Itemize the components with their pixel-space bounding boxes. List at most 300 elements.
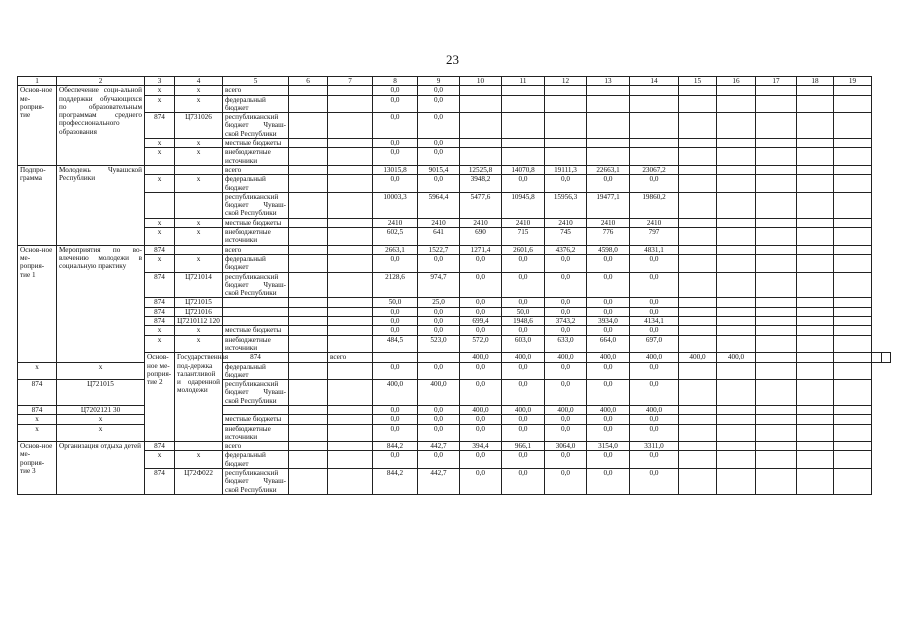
empty-cell [797,272,834,298]
empty-cell [717,326,756,335]
value-cell [545,86,587,95]
value-cell: 0,0 [587,424,630,442]
table-row [18,317,891,326]
value-cell: 22663,1 [587,165,630,174]
empty-cell [717,272,756,298]
empty-cell [289,424,328,442]
empty-cell [679,165,717,174]
value-cell: 25,0 [418,298,460,307]
value-cell: 0,0 [630,326,679,335]
empty-cell [679,254,717,272]
value-cell: 2410 [502,218,545,227]
header-cell: 1 [18,77,57,86]
target-article-cell: Ц721014 [175,272,223,298]
empty-cell [289,254,328,272]
empty-cell [756,218,797,227]
empty-cell [328,317,373,326]
header-cell: 15 [679,77,717,86]
table-row [18,335,891,353]
value-cell: 0,0 [373,451,418,469]
empty-cell [756,317,797,326]
empty-cell [289,165,328,174]
row-type-cell: Основ-ное ме-роприя-тие [18,86,57,166]
empty-cell [756,139,797,148]
target-article-cell: х [175,148,223,166]
value-cell: 0,0 [630,451,679,469]
empty-cell [834,298,872,307]
empty-cell [756,335,797,353]
empty-cell [679,335,717,353]
empty-cell [289,175,328,193]
target-article-cell: Ц721016 [175,307,223,316]
empty-cell [418,353,460,362]
value-cell: 15956,3 [545,192,587,218]
empty-cell [717,380,756,406]
empty-cell [756,442,797,451]
value-cell: 776 [587,228,630,246]
funding-source-cell: федеральный бюджет [223,95,289,113]
value-cell: 0,0 [587,175,630,193]
value-cell: 3311,0 [630,442,679,451]
table-row [18,469,891,495]
value-cell: 0,0 [502,380,545,406]
header-cell: 6 [289,77,328,86]
value-cell [587,148,630,166]
empty-cell [834,254,872,272]
value-cell [545,95,587,113]
target-article-cell: х [175,326,223,335]
grbs-code-cell: 874 [145,442,175,451]
empty-cell [872,353,882,362]
value-cell: 10003,3 [373,192,418,218]
empty-cell [679,405,717,414]
grbs-code-cell: 874 [145,298,175,307]
value-cell: 0,0 [460,380,502,406]
funding-source-cell: всего [328,353,373,362]
empty-cell [834,335,872,353]
empty-cell [679,451,717,469]
empty-cell [717,335,756,353]
funding-source-cell: федеральный бюджет [223,254,289,272]
empty-cell [679,307,717,316]
value-cell: 0,0 [373,139,418,148]
empty-cell [679,95,717,113]
value-cell: 0,0 [373,148,418,166]
value-cell: 484,5 [373,335,418,353]
table-row [18,451,891,469]
empty-cell [717,165,756,174]
empty-cell [328,254,373,272]
empty-cell [834,469,872,495]
grbs-code-cell: х [145,451,175,469]
value-cell: 400,0 [460,353,502,362]
empty-cell [756,245,797,254]
empty-cell [756,192,797,218]
value-cell: 400,0 [545,405,587,414]
grbs-code-cell: х [145,254,175,272]
value-cell: 4831,1 [630,245,679,254]
value-cell [587,113,630,139]
grbs-code-cell [145,165,175,174]
empty-cell [717,405,756,414]
empty-cell [679,272,717,298]
value-cell: 0,0 [502,326,545,335]
target-article-cell: х [175,95,223,113]
target-article-cell: Ц731026 [175,113,223,139]
value-cell: 10945,8 [502,192,545,218]
funding-source-cell [223,307,289,316]
empty-cell [289,307,328,316]
value-cell: 0,0 [545,380,587,406]
target-article-cell: х [175,218,223,227]
value-cell [502,113,545,139]
empty-cell [834,353,872,362]
value-cell: 400,0 [418,380,460,406]
empty-cell [756,353,797,362]
empty-cell [679,228,717,246]
funding-source-cell: всего [223,442,289,451]
empty-cell [289,442,328,451]
empty-cell [289,298,328,307]
funding-source-cell: внебюджетные источники [223,335,289,353]
target-article-cell: х [175,451,223,469]
header-cell: 13 [587,77,630,86]
empty-cell [834,218,872,227]
empty-cell [328,415,373,424]
table-row [18,326,891,335]
grbs-code-cell: х [145,335,175,353]
empty-cell [797,175,834,193]
empty-cell [834,192,872,218]
table-row [18,298,891,307]
empty-cell [834,245,872,254]
funding-source-cell: федеральный бюджет [223,362,289,380]
value-cell: 3948,2 [460,175,502,193]
value-cell: 966,1 [502,442,545,451]
value-cell: 0,0 [587,307,630,316]
value-cell: 0,0 [545,175,587,193]
value-cell: 19477,1 [587,192,630,218]
empty-cell [717,415,756,424]
empty-cell [328,362,373,380]
empty-cell [797,415,834,424]
value-cell: 19111,3 [545,165,587,174]
row-type-cell: Основ-ное ме-роприя-тие 2 [145,353,175,442]
value-cell: 697,0 [630,335,679,353]
empty-cell [834,165,872,174]
value-cell [630,148,679,166]
funding-source-cell [223,298,289,307]
value-cell [587,95,630,113]
grbs-code-cell: 874 [145,272,175,298]
empty-cell [797,380,834,406]
target-article-cell: Ц72Ф022 [175,469,223,495]
value-cell: 745 [545,228,587,246]
row-type-cell: Основ-ное ме-роприя-тие 3 [18,442,57,495]
empty-cell [373,353,418,362]
empty-cell [797,95,834,113]
empty-cell [289,415,328,424]
funding-source-cell: республиканский бюджет Чуваш-ской Республики [223,380,289,406]
value-cell: 844,2 [373,469,418,495]
empty-cell [797,335,834,353]
value-cell: 400,0 [502,405,545,414]
value-cell: 602,5 [373,228,418,246]
value-cell: 2410 [418,218,460,227]
target-article-cell [175,192,223,218]
value-cell: 4376,2 [545,245,587,254]
empty-cell [756,362,797,380]
funding-source-cell: местные бюджеты [223,218,289,227]
table-row [18,139,891,148]
empty-cell [328,451,373,469]
value-cell: 0,0 [460,451,502,469]
empty-cell [717,298,756,307]
empty-cell [328,405,373,414]
grbs-code-cell: х [18,424,57,442]
empty-cell [797,353,834,362]
empty-cell [797,469,834,495]
value-cell: 5477,6 [460,192,502,218]
value-cell [502,95,545,113]
empty-cell [797,218,834,227]
grbs-code-cell: х [18,362,57,380]
value-cell: 974,7 [418,272,460,298]
value-cell: 2410 [545,218,587,227]
target-article-cell [175,245,223,254]
empty-cell [328,307,373,316]
empty-cell [797,362,834,380]
empty-cell [679,362,717,380]
empty-cell [756,307,797,316]
program-name-cell: Молодежь Чувашской Республики [57,165,145,245]
budget-table [17,76,891,495]
value-cell: 0,0 [587,326,630,335]
table-row [18,165,891,174]
header-cell: 2 [57,77,145,86]
program-name-cell: Организация отдыха детей [57,442,145,495]
value-cell: 0,0 [545,451,587,469]
grbs-code-cell: х [145,326,175,335]
empty-cell [717,451,756,469]
value-cell: 0,0 [630,307,679,316]
target-article-cell: х [175,86,223,95]
empty-cell [717,148,756,166]
table-row [18,148,891,166]
empty-cell [717,218,756,227]
value-cell: 603,0 [502,335,545,353]
value-cell: 0,0 [630,298,679,307]
value-cell: 0,0 [587,451,630,469]
funding-source-cell: всего [223,86,289,95]
value-cell: 0,0 [373,424,418,442]
empty-cell [679,245,717,254]
value-cell: 0,0 [545,326,587,335]
empty-cell [834,307,872,316]
empty-cell [679,86,717,95]
value-cell: 0,0 [373,307,418,316]
value-cell: 0,0 [587,380,630,406]
empty-cell [289,335,328,353]
grbs-code-cell: х [145,86,175,95]
empty-cell [717,245,756,254]
empty-cell [834,148,872,166]
empty-cell [679,424,717,442]
empty-cell [756,451,797,469]
header-cell: 9 [418,77,460,86]
value-cell: 0,0 [418,317,460,326]
value-cell [460,139,502,148]
value-cell: 0,0 [373,113,418,139]
empty-cell [289,95,328,113]
value-cell: 0,0 [418,86,460,95]
funding-source-cell [223,405,289,414]
empty-cell [717,442,756,451]
value-cell: 0,0 [587,469,630,495]
empty-cell [289,326,328,335]
program-name-cell: Обеспечение соци-альной поддержки обучающихся по образовательным программам среднего профессионального образования [57,86,145,166]
empty-cell [834,362,872,380]
value-cell: 0,0 [630,415,679,424]
empty-cell [834,139,872,148]
empty-cell [679,175,717,193]
value-cell: 0,0 [545,272,587,298]
empty-cell [717,192,756,218]
header-cell: 4 [175,77,223,86]
value-cell [460,95,502,113]
value-cell: 0,0 [630,380,679,406]
value-cell: 0,0 [587,298,630,307]
table-row [18,192,891,218]
empty-cell [834,228,872,246]
grbs-code-cell: 874 [145,113,175,139]
empty-cell [289,380,328,406]
value-cell: 0,0 [502,298,545,307]
value-cell: 0,0 [460,254,502,272]
value-cell: 442,7 [418,442,460,451]
value-cell: 641 [418,228,460,246]
value-cell: 50,0 [373,298,418,307]
value-cell: 0,0 [502,254,545,272]
header-cell: 19 [834,77,872,86]
table-row [18,442,891,451]
empty-cell [834,424,872,442]
empty-cell [797,192,834,218]
empty-cell [797,254,834,272]
empty-cell [289,192,328,218]
empty-cell [289,245,328,254]
value-cell: 0,0 [418,148,460,166]
funding-source-cell: внебюджетные источники [223,424,289,442]
value-cell: 0,0 [373,362,418,380]
value-cell: 23067,2 [630,165,679,174]
empty-cell [756,175,797,193]
grbs-code-cell: х [145,175,175,193]
value-cell: 400,0 [630,353,679,362]
value-cell [630,95,679,113]
empty-cell [756,380,797,406]
value-cell: 2601,6 [502,245,545,254]
empty-cell [328,139,373,148]
value-cell: 0,0 [418,139,460,148]
header-cell: 17 [756,77,797,86]
value-cell: 2410 [460,218,502,227]
empty-cell [797,148,834,166]
value-cell [460,113,502,139]
header-cell: 10 [460,77,502,86]
value-cell: 0,0 [630,272,679,298]
table-row [18,307,891,316]
table-row [18,254,891,272]
row-type-cell: Основ-ное ме-роприя-тие 1 [18,245,57,362]
page-number: 23 [446,52,459,67]
program-name-cell: Мероприятия по во-влечению молодежи в социальную практику [57,245,145,362]
value-cell: 0,0 [460,469,502,495]
value-cell: 13015,8 [373,165,418,174]
target-article-cell: х [57,424,145,442]
value-cell: 0,0 [418,175,460,193]
target-article-cell: Ц7202121 30 [57,405,145,414]
value-cell: 400,0 [502,353,545,362]
empty-cell [717,317,756,326]
value-cell: 442,7 [418,469,460,495]
target-article-cell: х [175,175,223,193]
empty-cell [756,298,797,307]
empty-cell [797,139,834,148]
empty-cell [834,317,872,326]
empty-cell [797,86,834,95]
funding-source-cell: федеральный бюджет [223,451,289,469]
value-cell: 0,0 [545,307,587,316]
empty-cell [328,272,373,298]
empty-cell [328,86,373,95]
empty-cell [679,380,717,406]
value-cell [545,113,587,139]
target-article-cell [289,353,328,362]
empty-cell [797,451,834,469]
empty-cell [328,424,373,442]
header-cell: 8 [373,77,418,86]
value-cell: 50,0 [502,307,545,316]
empty-cell [797,405,834,414]
table-row [18,113,891,139]
value-cell: 0,0 [545,298,587,307]
empty-cell [679,148,717,166]
grbs-code-cell: х [145,139,175,148]
table-row [18,228,891,246]
value-cell: 0,0 [587,362,630,380]
target-article-cell: х [175,335,223,353]
table-row [18,95,891,113]
empty-cell [797,228,834,246]
empty-cell [756,272,797,298]
value-cell: 690 [460,228,502,246]
empty-cell [797,442,834,451]
value-cell: 0,0 [587,254,630,272]
value-cell: 1271,4 [460,245,502,254]
value-cell: 400,0 [587,353,630,362]
funding-source-cell: местные бюджеты [223,326,289,335]
empty-cell [756,113,797,139]
value-cell: 2663,1 [373,245,418,254]
funding-source-cell: республиканский бюджет Чуваш-ской Республики [223,192,289,218]
empty-cell [717,228,756,246]
empty-cell [679,415,717,424]
empty-cell [756,228,797,246]
value-cell: 400,0 [373,380,418,406]
value-cell: 394,4 [460,442,502,451]
empty-cell [797,326,834,335]
